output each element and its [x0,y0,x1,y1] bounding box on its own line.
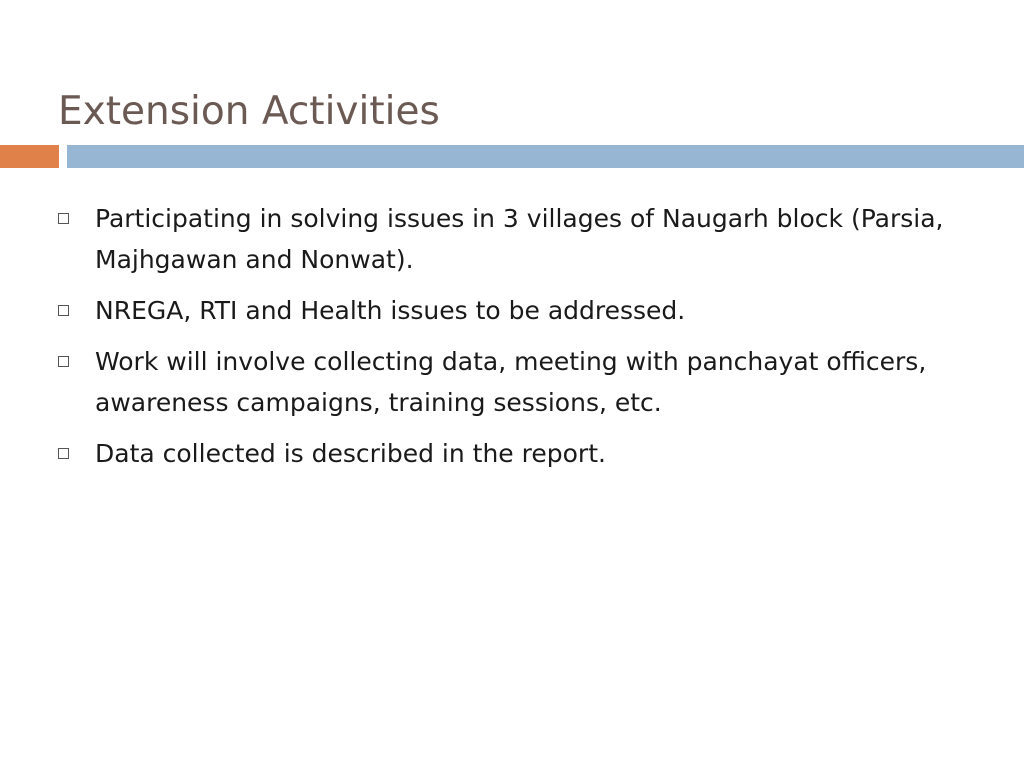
square-bullet-icon [58,305,69,316]
title-rule-bar [67,145,1024,168]
bullet-text: NREGA, RTI and Health issues to be addressed. [95,296,686,325]
square-bullet-icon [58,213,69,224]
bullet-item [58,198,958,280]
slide-title: Extension Activities [58,89,440,134]
bullet-text: Work will involve collecting data, meeting with panchayat officers, awareness campaigns, training sessions, etc. [95,347,927,417]
title-accent-bar [0,145,59,168]
bullet-text: Data collected is described in the report. [95,439,606,468]
bullet-item [58,341,958,423]
bullet-list [58,198,958,484]
bullet-item [58,433,958,474]
square-bullet-icon [58,356,69,367]
square-bullet-icon [58,448,69,459]
bullet-text: Participating in solving issues in 3 villages of Naugarh block (Parsia, Majhgawan and Nonwat). [95,204,944,274]
bullet-item [58,290,958,331]
